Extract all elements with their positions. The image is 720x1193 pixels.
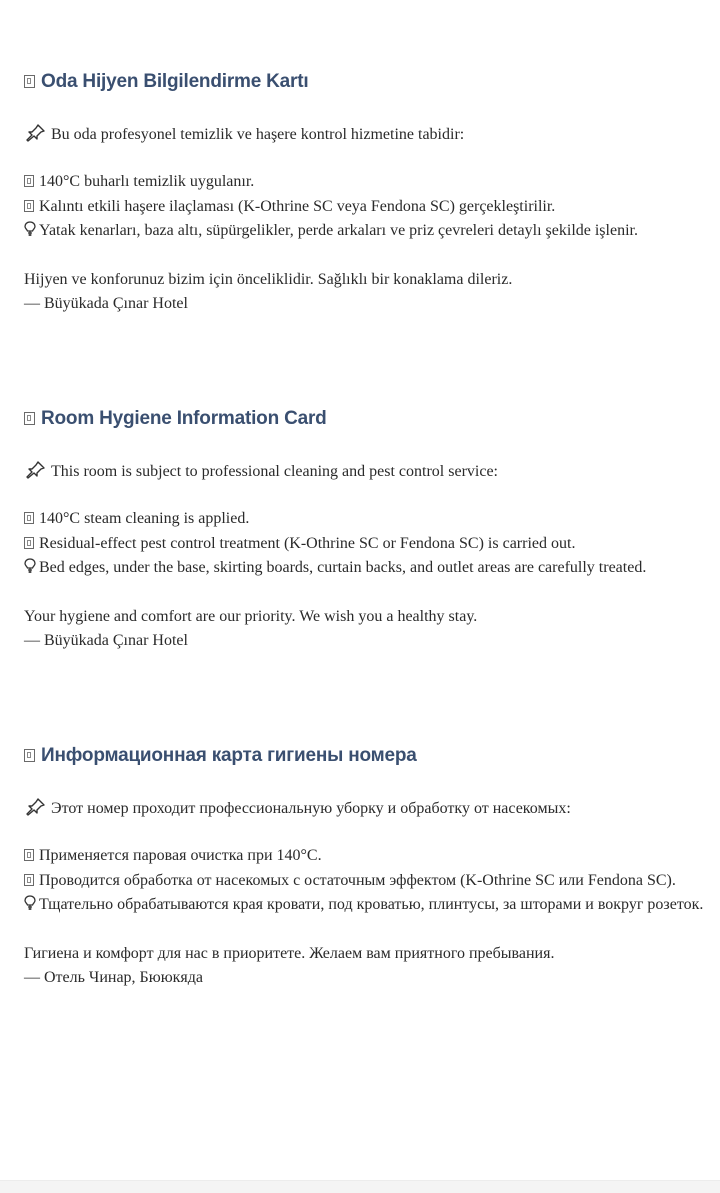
section-intro-text: Bu oda profesyonel temizlik ve haşere kontrol hizmetine tabidir: xyxy=(51,126,465,143)
pushpin-icon xyxy=(24,798,46,816)
missing-glyph-icon xyxy=(24,537,34,549)
lightbulb-icon xyxy=(24,895,36,911)
list-item xyxy=(24,893,704,918)
list-item-text: Bed edges, under the base, skirting boards, curtain backs, and outlet areas are carefully treated. xyxy=(39,559,647,576)
list-item-text: Применяется паровая очистка при 140°C. xyxy=(39,847,322,864)
missing-glyph-icon xyxy=(24,874,34,886)
missing-glyph-icon xyxy=(24,175,34,187)
closing-message: Your hygiene and comfort are our priority. We wish you a healthy stay. xyxy=(24,607,478,625)
list-item xyxy=(24,556,704,581)
closing-message: Гигиена и комфорт для нас в приоритете. Желаем вам приятного пребывания. xyxy=(24,944,555,962)
closing-message: Hijyen ve konforunuz bizim için önceliklidir. Sağlıklı bir konaklama dileriz. xyxy=(24,270,513,288)
list-item-text: Residual-effect pest control treatment (K-Othrine SC or Fendona SC) is carried out. xyxy=(39,534,576,552)
section-title-text: Oda Hijyen Bilgilendirme Kartı xyxy=(41,71,309,92)
closing-block xyxy=(24,268,704,316)
pushpin-icon xyxy=(24,461,46,479)
list-item-text: Kalıntı etkili haşere ilaçlaması (K-Othrine SC veya Fendona SC) gerçekleştirilir. xyxy=(39,197,556,215)
missing-glyph-icon xyxy=(24,200,34,212)
list-item xyxy=(24,195,704,220)
list-item-text: 140°C steam cleaning is applied. xyxy=(39,510,250,527)
list-item xyxy=(24,170,704,195)
missing-glyph-icon xyxy=(24,75,35,88)
lightbulb-icon xyxy=(24,558,36,574)
section-english xyxy=(24,407,704,653)
signature: — Отель Чинар, Бююкяда xyxy=(24,968,204,986)
list-item xyxy=(24,532,704,557)
section-russian xyxy=(24,744,704,990)
section-title xyxy=(24,407,704,431)
section-intro-text: This room is subject to professional cleaning and pest control service: xyxy=(51,463,498,480)
feature-list xyxy=(24,844,704,918)
feature-list xyxy=(24,507,704,581)
missing-glyph-icon xyxy=(24,849,34,861)
list-item xyxy=(24,219,704,244)
section-intro xyxy=(24,123,704,147)
missing-glyph-icon xyxy=(24,412,35,425)
feature-list xyxy=(24,170,704,244)
section-title-text: Информационная карта гигиены номера xyxy=(41,745,417,766)
list-item xyxy=(24,869,704,894)
section-intro-text: Этот номер проходит профессиональную уборку и обработку от насекомых: xyxy=(51,800,571,817)
list-item-text: 140°C buharlı temizlik uygulanır. xyxy=(39,173,255,190)
section-intro xyxy=(24,797,704,821)
list-item xyxy=(24,507,704,532)
section-title xyxy=(24,744,704,768)
lightbulb-icon xyxy=(24,221,36,237)
signature: — Büyükada Çınar Hotel xyxy=(24,294,188,312)
pushpin-icon xyxy=(24,124,46,142)
section-title-text: Room Hygiene Information Card xyxy=(41,408,327,429)
missing-glyph-icon xyxy=(24,512,34,524)
bottom-bar xyxy=(0,1180,720,1193)
closing-block xyxy=(24,942,704,990)
list-item-text: Проводится обработка от насекомых с остаточным эффектом (K-Othrine SC или Fendona SC). xyxy=(39,871,676,889)
closing-block xyxy=(24,605,704,653)
section-turkish xyxy=(24,70,704,316)
section-intro xyxy=(24,460,704,484)
signature: — Büyükada Çınar Hotel xyxy=(24,631,188,649)
section-title xyxy=(24,70,704,94)
list-item-text: Yatak kenarları, baza altı, süpürgelikler, perde arkaları ve priz çevreleri detaylı şekilde işlenir. xyxy=(39,222,638,239)
list-item xyxy=(24,844,704,869)
list-item-text: Тщательно обрабатываются края кровати, под кроватью, плинтусы, за шторами и вокруг розеток. xyxy=(39,896,704,913)
missing-glyph-icon xyxy=(24,749,35,762)
